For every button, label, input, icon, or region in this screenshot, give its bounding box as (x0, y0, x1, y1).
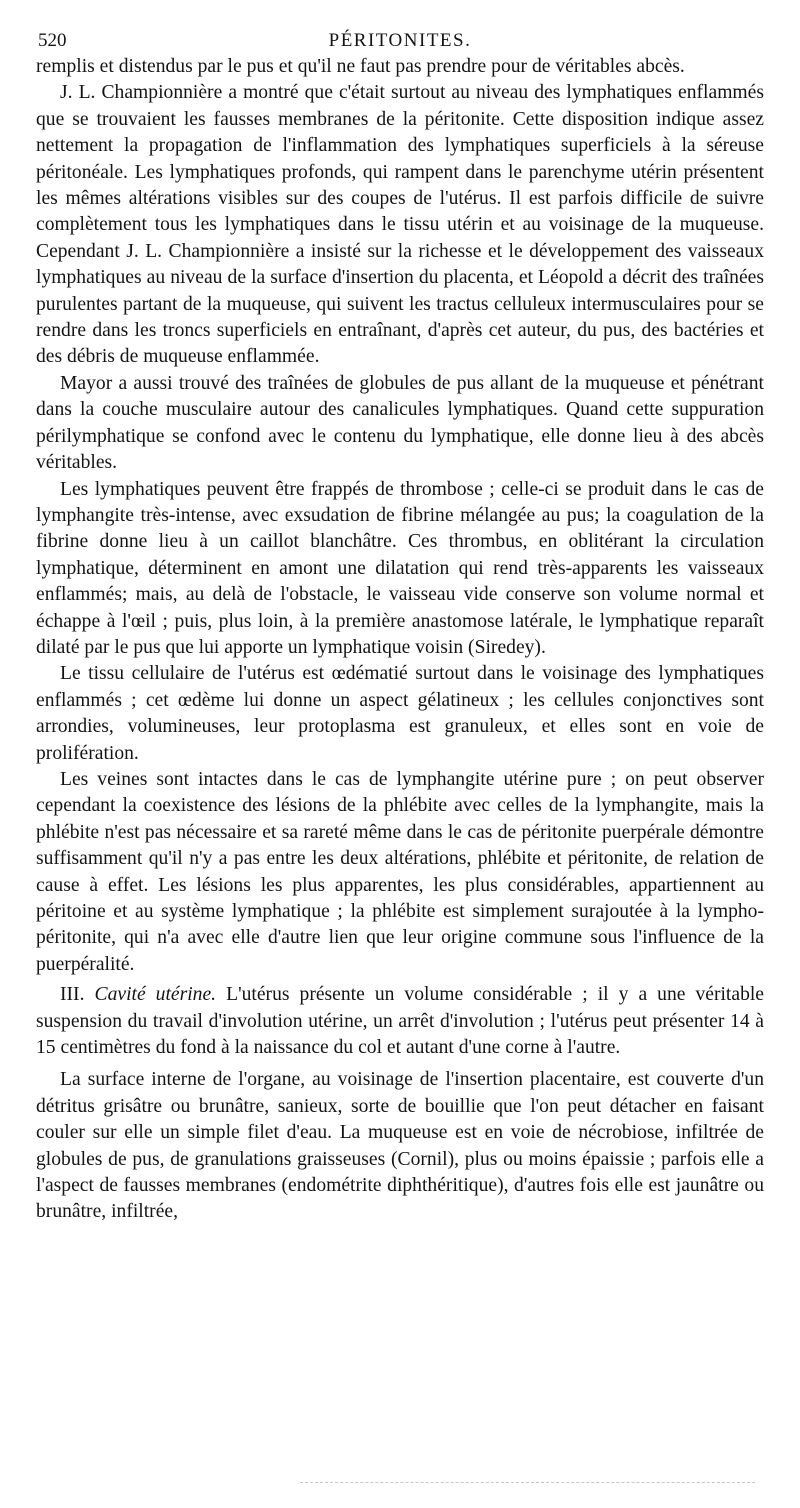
paragraph-thrombose: Les lymphatiques peuvent être frappés de thrombose ; celle-ci se produit dans le cas de lymphangite très-intense, avec exsudation de fibrine mélangée au pus; la coagulation de la fibrine donne lieu à un caillot blanchâtre. Ces thrombus, en oblitérant la circulation lymphatique, déterminent en amont une dilatation qui rend très-apparents les vaisseaux enflammés; mais, au delà de l'obstacle, le vaisseau vide conserve son volume normal et échappe à l'œil ; puis, plus loin, à la première anastomose latérale, le lymphatique reparaît dilaté par le pus que lui apporte un lymphatique voisin (Siredey). (36, 478, 764, 658)
section-number: III. (60, 984, 85, 1006)
paragraph-veines: Les veines sont intactes dans le cas de lymphangite utérine pure ; on peut observer cependant la coexistence des lésions de la phlébite avec celles de la lymphangite, mais la phlébite n'est pas nécessaire et sa rareté même dans le cas de péritonite puerpérale démontre suffisamment qu'il n'y a pas entre les deux altérations, phlébite et péritonite, de relation de cause à effet. Les lésions les plus apparentes, les plus considérables, appartiennent au péritoine et au système lymphatique ; la phlébite est simplement surajoutée à la lympho-péritonite, qui n'a avec elle d'autre lien que leur origine commune sous l'influence de la puerpéralité. (36, 768, 764, 975)
page-header (36, 28, 764, 52)
page-number: 520 (38, 30, 67, 51)
section-cavite-uterine (36, 982, 764, 1061)
running-title: PÉRITONITES. (328, 30, 472, 51)
footer-rule (300, 1482, 755, 1483)
book-page (36, 28, 764, 1226)
page-body (36, 54, 764, 1226)
section-text: L'utérus présente un volume considérable ; il y a une véritable suspension du travail d'involution utérine, un arrêt d'involution ; l'utérus peut présenter 14 à 15 centimètres du fond à la naissance du col et autant d'une corne à l'autre. (36, 984, 765, 1059)
paragraph-mayor: Mayor a aussi trouvé des traînées de globules de pus allant de la muqueuse et pénétrant dans la couche musculaire autour des canalicules lymphatiques. Quand cette suppuration périlymphatique se confond avec le contenu du lymphatique, elle donne lieu à des abcès véritables. (36, 372, 764, 474)
paragraph-surface-interne: La surface interne de l'organe, au voisinage de l'insertion placentaire, est couverte d'un détritus grisâtre ou brunâtre, sanieux, sorte de bouillie que l'on peut détacher en faisant couler sur elle un simple filet d'eau. La muqueuse est en voie de nécrobiose, infiltrée de globules de pus, de granulations graisseuses (Cornil), plus ou moins épaissie ; parfois elle a l'aspect de fausses membranes (endométrite diphthéritique), d'autres fois elle est jaunâtre ou brunâtre, infiltrée, (36, 1069, 764, 1223)
section-heading: Cavité utérine. (94, 984, 217, 1006)
paragraph-tissu-cellulaire: Le tissu cellulaire de l'utérus est œdématié surtout dans le voisinage des lymphatiques enflammés ; cet œdème lui donne un aspect gélatineux ; les cellules conjonctives sont arrondies, volumineuses, leur protoplasma est granuleux, et elles sont en voie de prolifération. (36, 663, 764, 764)
paragraph-championniere: J. L. Championnière a montré que c'était surtout au niveau des lymphatiques enflammés que se trouvaient les fausses membranes de la péritonite. Cette disposition indique assez nettement la propagation de l'inflammation des lymphatiques superficiels à la séreuse péritonéale. Les lymphatiques profonds, qui rampent dans le parenchyme utérin présentent les mêmes altérations visibles sur des coupes de l'utérus. Il est parfois difficile de suivre complètement tous les lymphatiques dans le tissu utérin et au voisinage de la muqueuse. Cependant J. L. Championnière a insisté sur la richesse et le développement des vaisseaux lymphatiques au niveau de la surface d'insertion du placenta, et Léopold a décrit des traînées purulentes partant de la muqueuse, qui suivent les tractus celluleux intermusculaires pour se rendre dans les troncs superficiels en entraînant, d'après cet auteur, du pus, des bactéries et des débris de muqueuse enflammée. (36, 82, 764, 368)
paragraph-continuation: remplis et distendus par le pus et qu'il ne faut pas prendre pour de véritables abcès. (36, 56, 685, 77)
